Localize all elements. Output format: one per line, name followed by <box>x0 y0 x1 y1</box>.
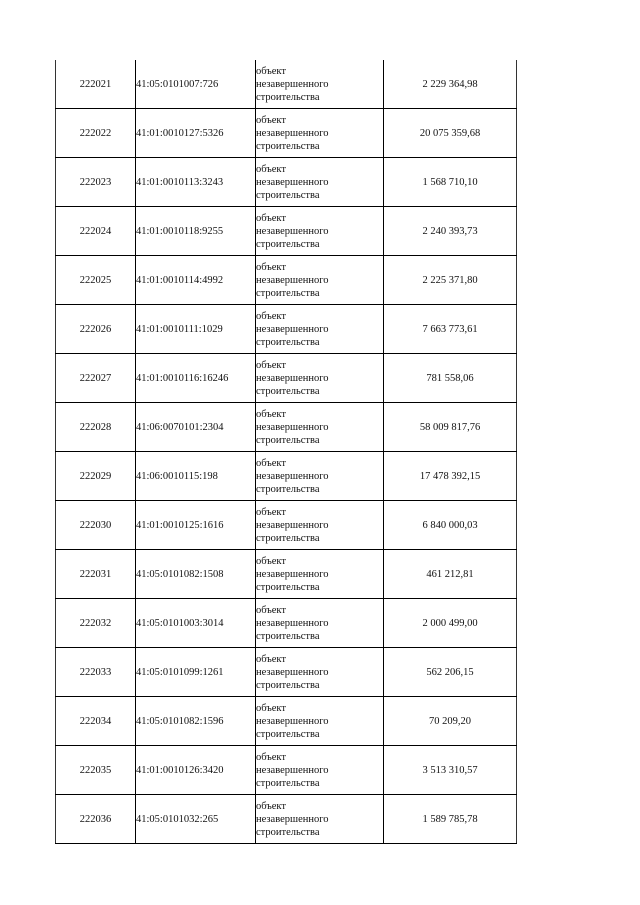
object-type-line: объект <box>256 310 286 322</box>
cadastral-value-cell: 2 229 364,98 <box>384 60 517 109</box>
cadastral-value-cell: 7 663 773,61 <box>384 305 517 354</box>
object-type-line: незавершенного <box>256 372 329 384</box>
registry-table-body <box>56 60 517 844</box>
cadastral-number-cell: 41:01:0010114:4992 <box>136 256 256 305</box>
row-number-cell: 222028 <box>56 403 136 452</box>
object-type-line: строительства <box>256 581 320 593</box>
table-row <box>56 697 517 746</box>
object-type-line: незавершенного <box>256 176 329 188</box>
row-number-cell: 222023 <box>56 158 136 207</box>
table-row <box>56 60 517 109</box>
object-type-line: объект <box>256 163 286 175</box>
row-number-cell: 222027 <box>56 354 136 403</box>
table-row <box>56 109 517 158</box>
object-type-line: объект <box>256 506 286 518</box>
cadastral-value-cell: 781 558,06 <box>384 354 517 403</box>
cadastral-value-cell: 58 009 817,76 <box>384 403 517 452</box>
cadastral-value-cell: 20 075 359,68 <box>384 109 517 158</box>
row-number-cell: 222032 <box>56 599 136 648</box>
row-number-cell: 222022 <box>56 109 136 158</box>
object-type-line: незавершенного <box>256 127 329 139</box>
object-type-line: объект <box>256 65 286 77</box>
object-type-line: строительства <box>256 826 320 838</box>
object-type-line: незавершенного <box>256 274 329 286</box>
object-type-line: объект <box>256 702 286 714</box>
object-type-line: объект <box>256 457 286 469</box>
object-type-line: строительства <box>256 434 320 446</box>
row-number-cell: 222034 <box>56 697 136 746</box>
row-number-cell: 222024 <box>56 207 136 256</box>
object-type-line: объект <box>256 555 286 567</box>
object-type-line: объект <box>256 653 286 665</box>
object-type-line: объект <box>256 751 286 763</box>
object-type-line: строительства <box>256 728 320 740</box>
cadastral-value-cell: 70 209,20 <box>384 697 517 746</box>
cadastral-value-cell: 6 840 000,03 <box>384 501 517 550</box>
object-type-cell <box>256 354 384 403</box>
object-type-cell <box>256 697 384 746</box>
cadastral-number-cell: 41:01:0010125:1616 <box>136 501 256 550</box>
table-row <box>56 795 517 844</box>
object-type-line: строительства <box>256 189 320 201</box>
object-type-line: незавершенного <box>256 78 329 90</box>
object-type-line: объект <box>256 359 286 371</box>
cadastral-number-cell: 41:05:0101099:1261 <box>136 648 256 697</box>
row-number-cell: 222025 <box>56 256 136 305</box>
object-type-line: незавершенного <box>256 617 329 629</box>
table-row <box>56 550 517 599</box>
object-type-line: незавершенного <box>256 421 329 433</box>
cadastral-number-cell: 41:05:0101032:265 <box>136 795 256 844</box>
object-type-cell <box>256 60 384 109</box>
table-row <box>56 158 517 207</box>
object-type-line: незавершенного <box>256 519 329 531</box>
object-type-cell <box>256 501 384 550</box>
object-type-line: строительства <box>256 91 320 103</box>
object-type-line: объект <box>256 212 286 224</box>
object-type-line: незавершенного <box>256 323 329 335</box>
registry-table <box>55 60 517 844</box>
object-type-line: строительства <box>256 238 320 250</box>
cadastral-number-cell: 41:01:0010116:16246 <box>136 354 256 403</box>
cadastral-number-cell: 41:05:0101082:1596 <box>136 697 256 746</box>
cadastral-value-cell: 17 478 392,15 <box>384 452 517 501</box>
object-type-line: строительства <box>256 140 320 152</box>
object-type-line: объект <box>256 800 286 812</box>
row-number-cell: 222031 <box>56 550 136 599</box>
row-number-cell: 222035 <box>56 746 136 795</box>
object-type-cell <box>256 746 384 795</box>
row-number-cell: 222030 <box>56 501 136 550</box>
table-row <box>56 599 517 648</box>
object-type-line: незавершенного <box>256 225 329 237</box>
object-type-line: незавершенного <box>256 470 329 482</box>
object-type-cell <box>256 795 384 844</box>
table-row <box>56 305 517 354</box>
table-row <box>56 746 517 795</box>
object-type-line: незавершенного <box>256 813 329 825</box>
cadastral-value-cell: 3 513 310,57 <box>384 746 517 795</box>
table-row <box>56 403 517 452</box>
cadastral-number-cell: 41:01:0010126:3420 <box>136 746 256 795</box>
table-row <box>56 256 517 305</box>
object-type-cell <box>256 452 384 501</box>
object-type-line: незавершенного <box>256 715 329 727</box>
table-row <box>56 452 517 501</box>
cadastral-number-cell: 41:05:0101007:726 <box>136 60 256 109</box>
object-type-cell <box>256 158 384 207</box>
cadastral-value-cell: 461 212,81 <box>384 550 517 599</box>
cadastral-value-cell: 2 000 499,00 <box>384 599 517 648</box>
table-row <box>56 501 517 550</box>
object-type-line: строительства <box>256 532 320 544</box>
object-type-line: незавершенного <box>256 764 329 776</box>
table-row <box>56 648 517 697</box>
object-type-line: незавершенного <box>256 568 329 580</box>
cadastral-number-cell: 41:05:0101003:3014 <box>136 599 256 648</box>
object-type-line: строительства <box>256 679 320 691</box>
object-type-line: строительства <box>256 483 320 495</box>
table-row <box>56 207 517 256</box>
object-type-line: строительства <box>256 630 320 642</box>
row-number-cell: 222036 <box>56 795 136 844</box>
cadastral-number-cell: 41:01:0010113:3243 <box>136 158 256 207</box>
cadastral-number-cell: 41:05:0101082:1508 <box>136 550 256 599</box>
cadastral-value-cell: 1 568 710,10 <box>384 158 517 207</box>
cadastral-number-cell: 41:01:0010118:9255 <box>136 207 256 256</box>
object-type-cell <box>256 207 384 256</box>
table-row <box>56 354 517 403</box>
cadastral-value-cell: 562 206,15 <box>384 648 517 697</box>
object-type-cell <box>256 599 384 648</box>
object-type-line: строительства <box>256 336 320 348</box>
object-type-line: объект <box>256 604 286 616</box>
document-page <box>55 60 516 844</box>
object-type-line: строительства <box>256 287 320 299</box>
object-type-line: объект <box>256 408 286 420</box>
cadastral-number-cell: 41:01:0010127:5326 <box>136 109 256 158</box>
cadastral-number-cell: 41:01:0010111:1029 <box>136 305 256 354</box>
object-type-cell <box>256 305 384 354</box>
object-type-line: строительства <box>256 385 320 397</box>
cadastral-value-cell: 2 240 393,73 <box>384 207 517 256</box>
cadastral-value-cell: 2 225 371,80 <box>384 256 517 305</box>
object-type-cell <box>256 109 384 158</box>
row-number-cell: 222026 <box>56 305 136 354</box>
row-number-cell: 222021 <box>56 60 136 109</box>
cadastral-value-cell: 1 589 785,78 <box>384 795 517 844</box>
object-type-line: строительства <box>256 777 320 789</box>
row-number-cell: 222033 <box>56 648 136 697</box>
object-type-line: незавершенного <box>256 666 329 678</box>
row-number-cell: 222029 <box>56 452 136 501</box>
object-type-line: объект <box>256 114 286 126</box>
cadastral-number-cell: 41:06:0070101:2304 <box>136 403 256 452</box>
object-type-line: объект <box>256 261 286 273</box>
object-type-cell <box>256 550 384 599</box>
object-type-cell <box>256 648 384 697</box>
object-type-cell <box>256 256 384 305</box>
object-type-cell <box>256 403 384 452</box>
cadastral-number-cell: 41:06:0010115:198 <box>136 452 256 501</box>
